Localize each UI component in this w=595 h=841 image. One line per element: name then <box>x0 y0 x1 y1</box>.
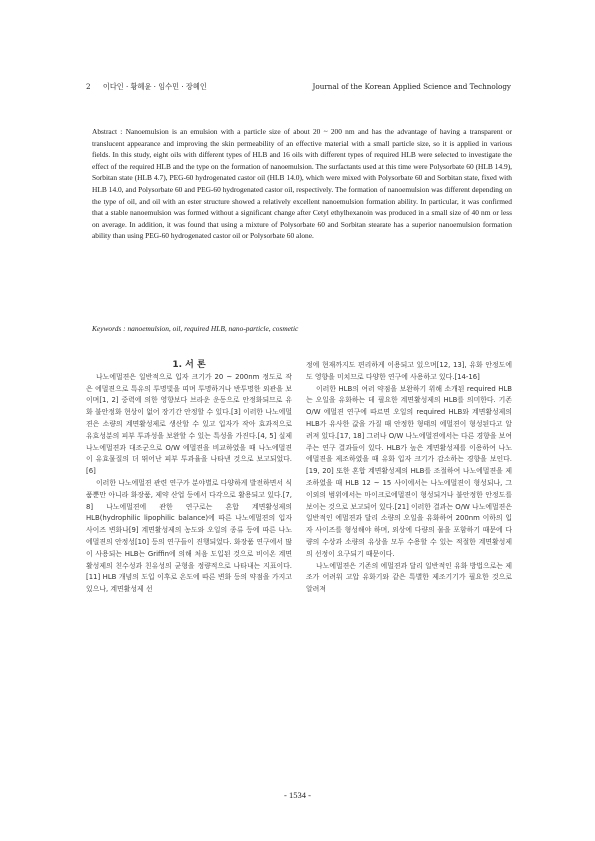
right-column <box>306 360 512 596</box>
abstract-text: Nanoemulsion is an emulsion with a particle size of about 20 ~ 200 nm and has the advantage of having a transparent or translucent appearance and improving the skin permeability of an effective material with a small particle size, so it is applied in various fields. In this study, eight oils with different types of HLB and 16 oils with different types of required HLB were selected to investigate the effect of the required HLB and the type on the formation of nanoemulsion. The surfactants used at this time were Polysorbate 60 (HLB 14.9), Sorbitan state (HLB 4.7), PEG-60 hydrogenated castor oil (HLB 14.0), which were mixed with Polysorbate 60 and Sorbitan state, fixed with HLB 14.0, and Polysorbate 60 and PEG-60 hydrogenated castor oil, respectively. The formation of nanoemulsion was different depending on the type of oil, and oil with an ester structure showed a relatively excellent nanoemulsion formation ability. In particular, it was confirmed that a stable nanoemulsion was formed without a significant change after Cetyl ethylhexanoin was produced in a small size of 40 nm or less on average. In addition, it was found that using a mixture of Polysorbate 60 and Sorbitan stearate has a superior nanoemulsion formation ability than using PEG-60 hydrogenated castor oil or Polysorbate 60 alone. <box>92 127 512 241</box>
page-number: 2 <box>86 82 91 91</box>
abstract-label: Abstract : <box>92 127 123 136</box>
header-left <box>86 82 217 92</box>
paragraph: 나노에멀젼은 기존의 에멀젼과 달리 일반적인 유화 방법으로는 제조가 어려워 고압 유화기와 같은 특별한 제조기기가 필요한 것으로 알려져 <box>306 561 512 594</box>
paragraph: 나노에멀젼은 일반적으로 입자 크기가 20 ~ 200nm 정도로 작은 에멀젼으로 특유의 투명빛을 띠며 투명하거나 반투명한 외관을 보이며[1, 2] 중력에 의한 영향보다 브라운 운동으로 안정화되므로 유화 불안정화 현상이 없어 장기간 안정할 수 있다.[3] 이러한 나노에멀젼은 소량의 계면활성제로 생산할 수 있고 입자가 작아 효과적으로 유효성분의 피부 투과성을 보완할 수 있는 특성을 가진다.[4, 5] 실제 나노에멀젼과 대조군으로 O/W 에멀젼을 비교하였을 때 나노에멀젼이 유효물질의 더 뛰어난 피부 투과율을 나타낸 것으로 보고되었다.[6] <box>86 372 292 476</box>
section-title: 1. 서 론 <box>172 360 206 370</box>
keywords-label: Keywords : <box>92 324 126 333</box>
paragraph: 이러한 HLB의 여러 약점을 보완하기 위해 소개된 required HLB는 오일을 유화하는 데 필요한 계면활성제의 HLB를 의미한다. 기존 O/W 에멀젼 연구에 따르면 오일의 required HLB와 계면활성제의 HLB가 유사한 값을 가질 때 안정한 형태의 에멀젼이 형성된다고 알려져 있다.[17, 18] 그러나 O/W 나노에멀젼에서는 다른 경향을 보여주는 연구 결과들이 있다. HLB가 높은 계면활성제를 이용하여 나노에멀젼을 제조하였을 때 유화 입자 크기가 감소하는 경향을 보인다.[19, 20] 또한 혼합 계면활성제의 HLB를 조절하여 나노에멀젼을 제조하였을 때 HLB 12 ~ 15 사이에서는 나노에멀젼이 형성되나, 그 이외의 범위에서는 마이크로에멀젼이 형성되거나 불안정한 안정도를 보이는 것으로 보고되어 있다.[21] 이러한 결과는 O/W 나노에멀젼은 일반적인 에멀젼과 달리 소량의 오일을 유화하여 200nm 이하의 입자 사이즈를 형성해야 하며, 외상에 다량의 물을 포함하기 때문에 다량의 수상과 소량의 유상을 모두 수용할 수 있는 적절한 계면활성제의 선정이 요구되기 때문이다. <box>306 384 512 558</box>
paragraph: 정에 현재까지도 편리하게 이용되고 있으며[12, 13], 유화 안정도에도 영향을 미치므로 다양한 연구에 사용하고 있다.[14-16] <box>306 361 512 381</box>
page-footer: - 1534 - <box>284 790 311 800</box>
keywords-text: nanoemulsion, oil, required HLB, nano-particle, cosmetic <box>127 324 299 333</box>
paragraph: 이러한 나노에멀젼 관련 연구가 분야별로 다양하게 발전하면서 식품뿐만 아니라 화장품, 제약 산업 등에서 다각으로 활용되고 있다.[7, 8] 나노에멀젼에 관한 연구로는 혼합 계면활성제의 HLB(hydrophilic lipophilic balance)에 따른 나노에멀젼의 입자 사이즈 변화나[9] 계면활성제의 농도와 오일의 종류 등에 따른 나노에멀젼의 안정성[10] 등의 연구들이 진행되었다. 화장품 연구에서 많이 사용되는 HLB는 Griffin에 의해 처음 도입된 것으로 비이온 계면활성제의 친수성과 친유성의 균형을 정량적으로 나타내는 지표이다.[11] HLB 개념의 도입 이후로 온도에 따른 변화 등의 약점을 가지고 있으나, 계면활성제 선 <box>86 478 292 594</box>
keywords <box>92 324 512 333</box>
journal-name: Journal of the Korean Applied Science and Technology <box>312 82 511 91</box>
running-header <box>86 82 511 92</box>
header-authors: 이다인 · 황혜윤 · 임수민 · 장혜인 <box>102 82 207 91</box>
abstract <box>92 126 512 242</box>
left-column <box>86 360 292 596</box>
